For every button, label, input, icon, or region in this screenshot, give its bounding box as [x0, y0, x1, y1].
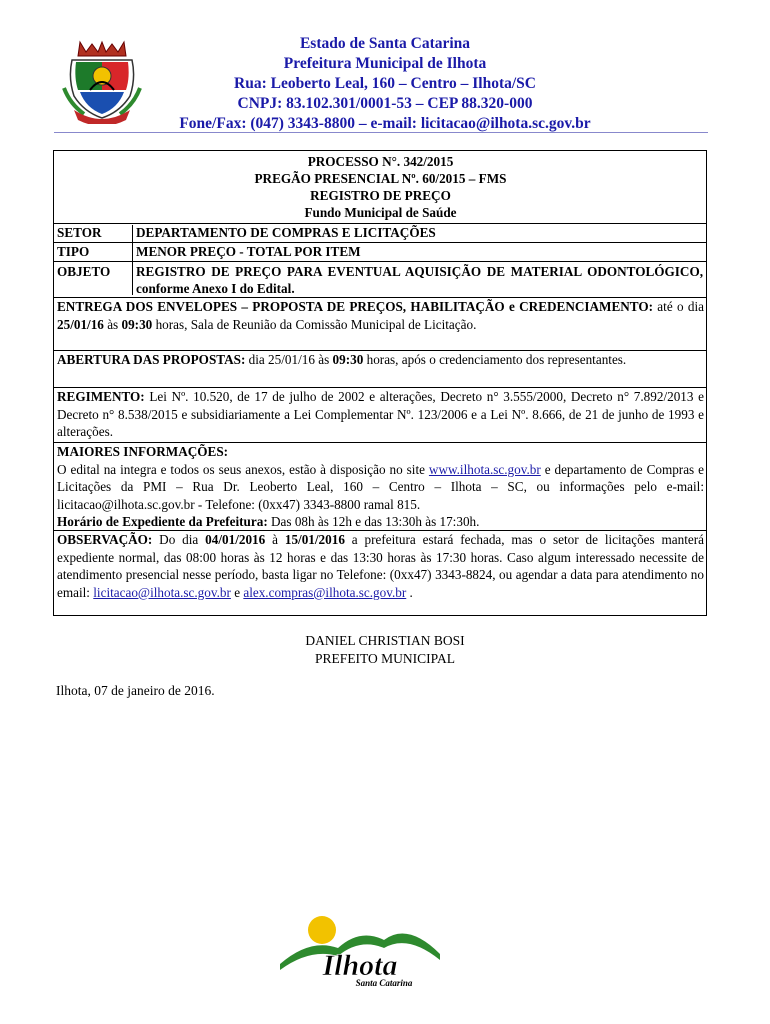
fund-label: Fundo Municipal de Saúde	[304, 205, 457, 220]
signatory-role: PREFEITO MUNICIPAL	[315, 651, 455, 666]
entrega-text: até o dia	[653, 299, 704, 314]
observacao-text: .	[406, 584, 413, 600]
header-cnpj: CNPJ: 83.102.301/0001-53 – CEP 88.320-000	[237, 95, 533, 112]
row-value: MENOR PREÇO - TOTAL POR ITEM	[136, 244, 361, 259]
regimento-text: Lei Nº. 10.520, de 17 de julho de 2002 e alterações, Decreto n° 3.555/2000, Decreto n° 7.892/2013 e Decreto n° 8.538/2015 e subsidiariamente a Lei Complementar Nº. 123/2006 e a Lei Nº. 8.666, de 21 de junho de 1993 e alterações.	[57, 389, 704, 439]
notice-box	[53, 150, 707, 616]
abertura-section	[54, 350, 706, 369]
date-line: Ilhota, 07 de janeiro de 2016.	[56, 683, 215, 698]
info-section	[54, 442, 706, 531]
header-state: Estado de Santa Catarina	[299, 35, 471, 52]
logo-subtitle: Santa Catarina	[355, 978, 413, 988]
row-key: TIPO	[57, 244, 90, 259]
email-link-licitacao[interactable]: licitacao@ilhota.sc.gov.br	[93, 584, 231, 600]
header-contact: Fone/Fax: (047) 3343-8800 – e-mail: licitacao@ilhota.sc.gov.br	[179, 115, 591, 132]
site-link[interactable]: www.ilhota.sc.gov.br	[428, 461, 541, 477]
info-text: e departamento de Compras e Licitações da PMI – Rua Dr. Leoberto Leal, 160 – Centro – Ilhota – SC, ou informações pelo e-mail: licitacao@ilhota.sc.gov.br - Telefone: (0xx47) 3343-8800 ramal 815.	[57, 461, 704, 512]
entrega-text: horas, Sala de Reunião da Comissão Municipal de Licitação.	[152, 316, 477, 332]
abertura-label: ABERTURA DAS PROPOSTAS:	[57, 352, 246, 367]
ilhota-logo-icon	[280, 908, 440, 988]
row-value: DEPARTAMENTO DE COMPRAS E LICITAÇÕES	[136, 225, 436, 240]
process-number: PROCESSO N°. 342/2015	[307, 154, 454, 169]
header-divider	[54, 132, 708, 133]
pregao-number: PREGÃO PRESENCIAL Nº. 60/2015 – FMS	[254, 171, 507, 186]
entrega-time: 09:30	[121, 316, 153, 332]
row-value: REGISTRO DE PREÇO PARA EVENTUAL AQUISIÇÃO DE MATERIAL ODONTOLÓGICO, conforme Anexo I do Edital.	[136, 264, 703, 296]
letterhead-text	[150, 34, 620, 134]
entrega-label: ENTREGA DOS ENVELOPES – PROPOSTA DE PREÇOS, HABILITAÇÃO e CREDENCIAMENTO:	[57, 299, 653, 314]
horario-label: Horário de Expediente da Prefeitura:	[57, 514, 268, 529]
signatory-name: DANIEL CHRISTIAN BOSI	[305, 633, 465, 648]
observacao-date-end: 15/01/2016	[284, 532, 345, 547]
observacao-date-start: 04/01/2016	[205, 532, 266, 547]
column-divider	[132, 225, 133, 295]
abertura-text: dia 25/01/16 às	[245, 352, 333, 367]
observacao-text: e	[230, 584, 244, 600]
entrega-section	[54, 297, 706, 333]
header-address: Rua: Leoberto Leal, 160 – Centro – Ilhota/SC	[234, 75, 536, 92]
entrega-text: às	[103, 316, 122, 332]
divider	[54, 261, 706, 262]
signature-block	[0, 632, 770, 668]
regimento-section	[54, 387, 706, 441]
row-key: SETOR	[57, 225, 102, 240]
regimento-label: REGIMENTO:	[57, 389, 145, 404]
observacao-text: à	[265, 532, 285, 547]
info-text: O edital na integra e todos os seus anexos, estão à disposição no site	[57, 461, 429, 477]
observacao-label: OBSERVAÇÃO:	[57, 532, 153, 547]
header-prefeitura: Prefeitura Municipal de Ilhota	[283, 55, 487, 72]
horario-text: Das 08h às 12h e das 13:30h às 17:30h.	[267, 514, 480, 529]
municipal-crest-icon	[60, 38, 144, 124]
email-link-alex[interactable]: alex.compras@ilhota.sc.gov.br	[243, 584, 407, 600]
info-label: MAIORES INFORMAÇÕES:	[57, 444, 229, 459]
letterhead	[0, 30, 770, 138]
abertura-text: horas, após o credenciamento dos representantes.	[363, 352, 627, 367]
observacao-text: a prefeitura estará fechada, mas o setor de licitações manterá expediente normal, das 08:00 horas às 12 horas e das 13:30 horas às 17:30 horas. Caso algum interessado necessite de atendimento presencial nesse período, basta ligar no Telefone: (0xx47) 3343-8824, ou agendar a data para atendimento no email:	[57, 532, 704, 600]
logo-wordmark: Ilhota	[322, 949, 398, 982]
registro-label: REGISTRO DE PREÇO	[310, 188, 451, 203]
observacao-text: Do dia	[152, 532, 206, 547]
notice-title	[54, 153, 706, 221]
observacao-section	[54, 530, 706, 601]
entrega-date: 25/01/16	[57, 316, 104, 332]
row-key: OBJETO	[57, 264, 111, 279]
abertura-time: 09:30	[332, 352, 364, 367]
